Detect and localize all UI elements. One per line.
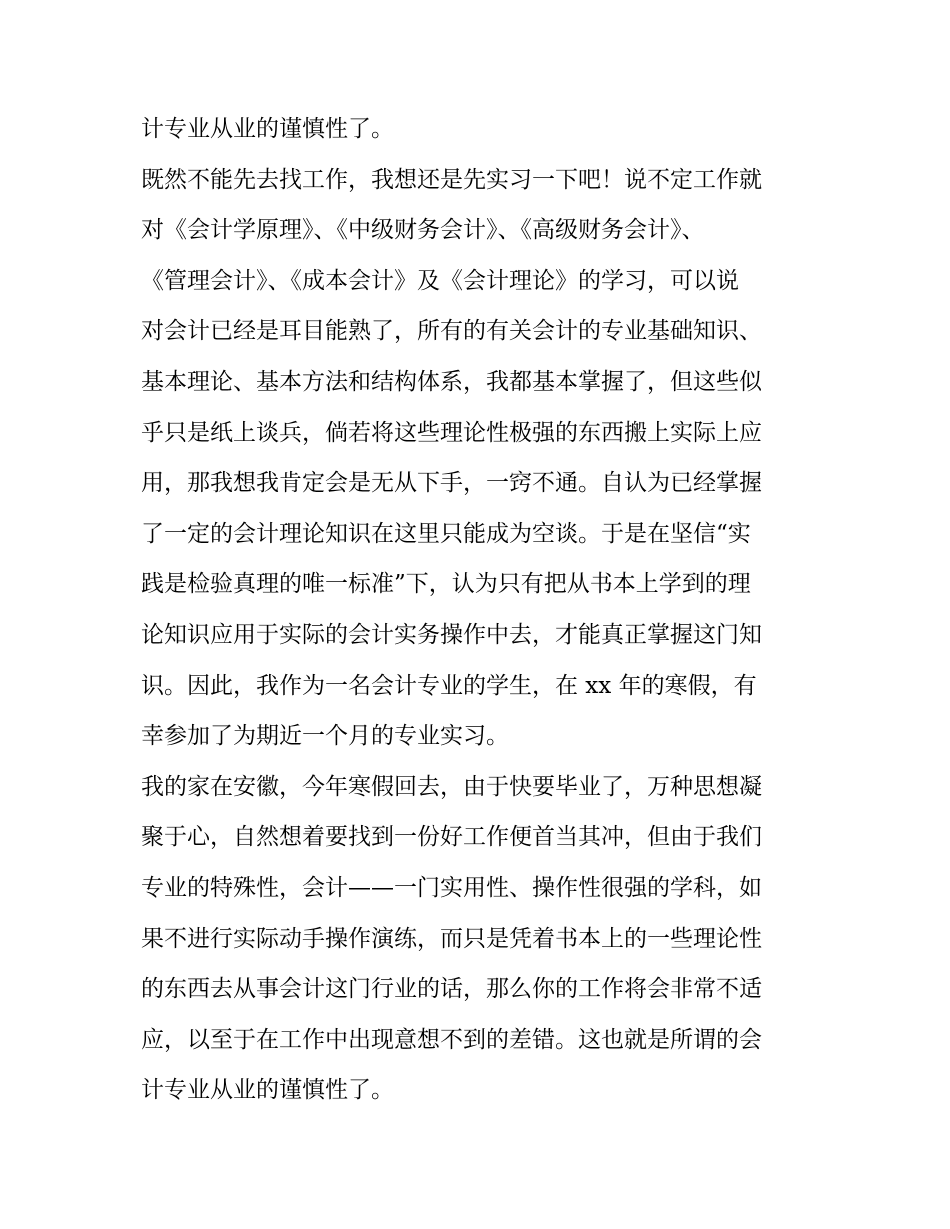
text-line: 践是检验真理的唯一标准”下，认为只有把从书本上学到的理	[141, 571, 751, 598]
text-line: 用，那我想我肯定会是无从下手，一窍不通。自认为已经掌握	[141, 470, 762, 497]
text-line: 计专业从业的谨慎性了。	[141, 116, 394, 142]
text-line: 应，以至于在工作中出现意想不到的差错。这也就是所谓的会	[141, 1026, 762, 1053]
text-line: 果不进行实际动手操作演练，而只是凭着书本上的一些理论性	[141, 925, 762, 952]
text-line: 识。因此，我作为一名会计专业的学生，在 xx 年的寒假，有	[141, 672, 757, 699]
text-line: 了一定的会计理论知识在这里只能成为空谈。于是在坚信“实	[141, 520, 751, 547]
text-line: 计专业从业的谨慎性了。	[141, 1077, 394, 1104]
text-line: 专业的特殊性，会计——一门实用性、操作性很强的学科，如	[141, 874, 762, 901]
body-text	[141, 104, 821, 1116]
text-line: 对会计已经是耳目能熟了，所有的有关会计的专业基础知识、	[141, 318, 762, 345]
text-line: 论知识应用于实际的会计实务操作中去，才能真正掌握这门知	[141, 621, 762, 648]
text-line: 《管理会计》、《成本会计》及《会计理论》的学习，可以说	[141, 267, 739, 294]
text-line: 对《会计学原理》、《中级财务会计》、《高级财务会计》、	[141, 217, 705, 244]
text-line: 乎只是纸上谈兵，倘若将这些理论性极强的东西搬上实际上应	[141, 419, 762, 446]
text-line: 我的家在安徽，今年寒假回去，由于快要毕业了，万种思想凝	[141, 773, 762, 800]
text-line: 的东西去从事会计这门行业的话，那么你的工作将会非常不适	[141, 976, 762, 1003]
text-line: 既然不能先去找工作，我想还是先实习一下吧！说不定工作就	[141, 166, 762, 193]
text-line: 幸参加了为期近一个月的专业实习。	[141, 723, 509, 750]
text-line: 基本理论、基本方法和结构体系，我都基本掌握了，但这些似	[141, 368, 762, 395]
text-line: 聚于心，自然想着要找到一份好工作便首当其冲，但由于我们	[141, 824, 762, 851]
